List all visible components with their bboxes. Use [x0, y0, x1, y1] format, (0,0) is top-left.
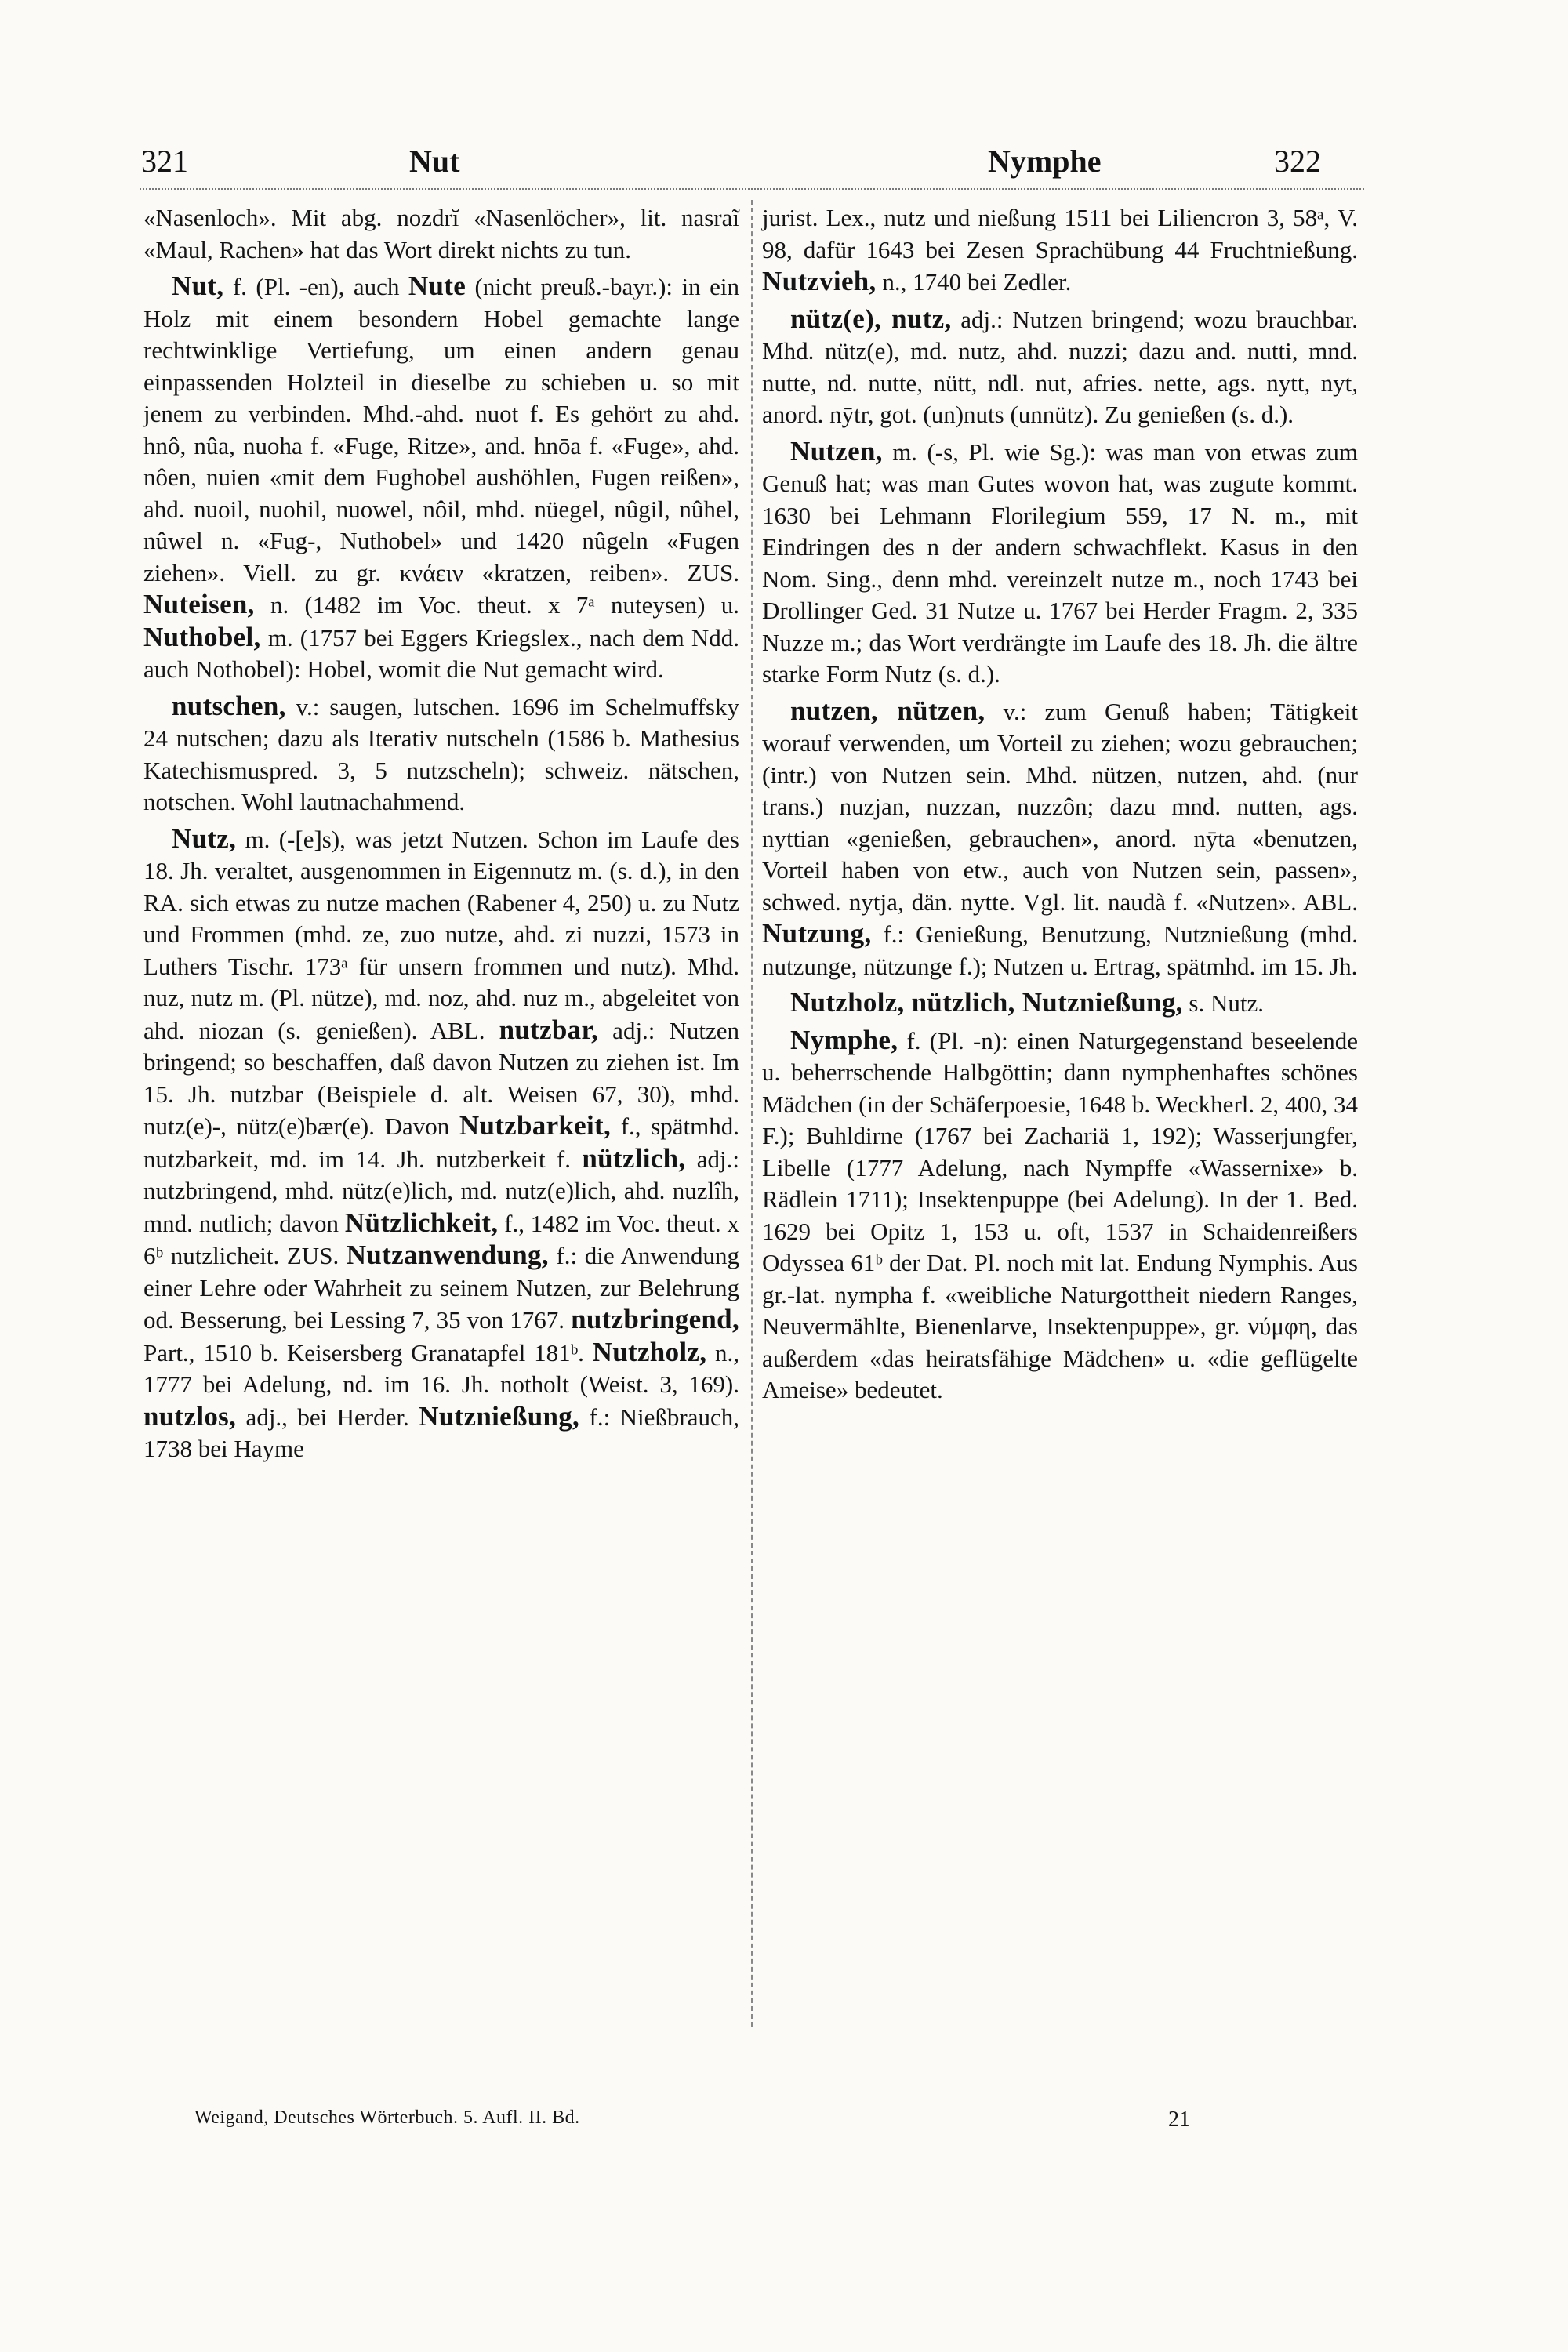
column-divider	[751, 200, 753, 2027]
headword: Nuteisen,	[143, 589, 255, 619]
running-header	[0, 0, 1568, 204]
headword: Nutzholz, nützlich, Nutznießung,	[790, 987, 1183, 1018]
headword: Nutznießung,	[419, 1400, 580, 1432]
page-footer	[0, 2107, 1568, 2154]
headword: Nutzen,	[790, 435, 883, 466]
right-column	[762, 202, 1358, 1410]
headword: nütz(e), nutz,	[790, 303, 952, 334]
headword: nutschen,	[172, 690, 286, 721]
dictionary-entry	[762, 987, 1358, 1020]
entry-text: v.: saugen, lutschen. 1696 im Schelmuffsky 24 nutschen; dazu als Iterativ nutscheln (1586 b. Mathesius Katechismuspred. 3, 5 nutzscheln); schweiz. nätschen, notschen. Wohl lautnachahmend.	[143, 692, 739, 815]
entry-text: m. (1757 bei Eggers Kriegslex., nach dem Ndd. auch Nothobel): Hobel, womit die Nut gemacht wird.	[143, 623, 739, 683]
headword: Nutzbarkeit,	[459, 1110, 612, 1141]
entry-text: f.: Nießbrauch, 1738 bei Hayme	[143, 1403, 739, 1462]
entry-text: f.: Genießung, Benutzung, Nutznießung (mhd. nutzunge, nützunge f.); Nutzen u. Ertrag, spätmhd. im 15. Jh.	[762, 920, 1358, 980]
left-guide-word: Nut	[409, 143, 460, 179]
headword: Nut,	[172, 270, 224, 301]
dictionary-entry	[143, 691, 739, 818]
entry-text: (nicht preuß.-bayr.): in ein Holz mit einem besondern Hobel gemachte lange rechtwinklige Vertiefung, um einen andern genau einpassenden Holzteil in dieselbe zu schieben u. so mit jenem zu verbinden. Mhd.-ahd. nuot f. Es gehört zu ahd. hnô, nûa, nuoha f. «Fuge, Ritze», and. hnōa f. «Fuge», ahd. nôen, nuien «mit dem Fughobel aushöhlen, Fugen reißen», ahd. nuoil, nuohil, nuowel, nôil, mhd. nüegel, nûgil, nûhel, nûwel n. «Fug-, Nuthobel» und 1420 nûgeln «Fugen ziehen». Viell. zu gr. κνάειν «kratzen, reiben». ZUS.	[143, 273, 739, 586]
dictionary-entry	[762, 303, 1358, 431]
entry-text: jurist. Lex., nutz und nießung 1511 bei Liliencron 3, 58ᵃ, V. 98, dafür 1643 bei Zesen Sprachübung 44 Fruchtnießung.	[762, 204, 1358, 263]
headword: Nuthobel,	[143, 621, 261, 652]
entry-text: f. (Pl. -n): einen Naturgegenstand beseelende u. beherrschende Halbgöttin; dann nymphenhaftes schönes Mädchen (in der Schäferpoesie, 1648 b. Weckherl. 2, 400, 34 F.); Buhldirne (1767 bei Zachariä 1, 192); Wasserjungfer, Libelle (1777 Adelung, nach Nympffe «Wassernixe» b. Rädlein 1711); Insektenpuppe (bei Adelung). In der 1. Bed. 1629 bei Opitz 1, 153 u. oft, 1537 in Schaidenreißers Odyssea 61ᵇ der Dat. Pl. noch mit lat. Endung Nymphis. Aus gr.-lat. nympha f. «weibliche Naturgottheit niedern Ranges, Neuvermählte, Bienenlarve, Insektenpuppe», gr. νύμφη, das außerdem «das heiratsfähige Mädchen» u. «die geflügelte Ameise» bedeutet.	[762, 1026, 1358, 1403]
entry-text: n., 1740 bei Zedler.	[876, 268, 1072, 296]
entry-text: f.: die Anwendung einer Lehre oder Wahrheit zu seinem Nutzen, zur Belehrung od. Besserung, bei Lessing 7, 35 von 1767.	[143, 1242, 739, 1334]
headword: Nützlichkeit,	[344, 1207, 499, 1238]
headword: Nymphe,	[790, 1024, 898, 1055]
dictionary-entry	[762, 436, 1358, 691]
headword: nutzlos,	[143, 1400, 237, 1432]
headword: Nutzholz,	[592, 1336, 707, 1367]
entry-text: f., spätmhd. nutzbarkeit, md. im 14. Jh. nutzberkeit f.	[143, 1112, 739, 1173]
entry-text: s. Nutz.	[1182, 989, 1264, 1017]
right-page-number: 322	[1274, 143, 1321, 179]
header-rule	[140, 188, 1364, 190]
entry-text: n. (1482 im Voc. theut. x 7ᵃ nuteysen) u.	[254, 591, 739, 619]
headword: nutzbringend,	[571, 1304, 739, 1334]
entry-text: adj., bei Herder.	[236, 1403, 419, 1431]
footer-citation: Weigand, Deutsches Wörterbuch. 5. Aufl. II. Bd.	[194, 2107, 580, 2128]
headword: Nutz,	[172, 822, 237, 854]
left-column	[143, 202, 739, 1468]
headword: nutzen, nützen,	[790, 695, 985, 726]
headword: Nutzvieh,	[762, 266, 877, 296]
entry-text: f., 1482 im Voc. theut. x 6ᵇ nutzlicheit. ZUS.	[143, 1209, 739, 1269]
headword: Nute	[408, 270, 466, 301]
headword: Nutzung,	[762, 918, 872, 949]
right-guide-word: Nymphe	[988, 143, 1102, 179]
dictionary-entry	[762, 1025, 1358, 1406]
dictionary-entry	[143, 202, 739, 266]
left-page-number: 321	[141, 143, 188, 179]
entry-text: Part., 1510 b. Keisersberg Granatapfel 181ᵇ.	[143, 1338, 593, 1367]
dictionary-entry	[143, 823, 739, 1465]
entry-text: adj.: nutzbringend, mhd. nütz(e)lich, md. nutz(e)lich, ahd. nuzlîh, mnd. nutlich; davon	[143, 1145, 739, 1237]
entry-text: n., 1777 bei Adelung, nd. im 16. Jh. notholt (Weist. 3, 169).	[143, 1338, 740, 1398]
dictionary-entry	[762, 695, 1358, 983]
headword: nutzbar,	[499, 1014, 599, 1045]
entry-text: m. (-[e]s), was jetzt Nutzen. Schon im Laufe des 18. Jh. veraltet, ausgenommen in Eigennutz m. (s. d.), in den RA. sich etwas zu nutze machen (Rabener 4, 250) u. zu Nutz und Frommen (mhd. ze, zuo nutze, ahd. zi nuzzi, 1573 in Luthers Tischr. 173ᵃ für unsern frommen und nutz). Mhd. nuz, nutz m. (Pl. nütze), md. noz, ahd. nuz m., abgeleitet von ahd. niozan (s. genießen). ABL.	[143, 825, 739, 1044]
entry-text: «Nasenloch». Mit abg. nozdrĭ «Nasenlöcher», lit. nasraĩ «Maul, Rachen» hat das Wort direkt nichts zu tun.	[143, 204, 739, 263]
entry-text: adj.: Nutzen bringend; wozu brauchbar. Mhd. nütz(e), md. nutz, ahd. nuzzi; dazu and. nutti, mnd. nutte, nd. nutte, nütt, ndl. nut, afries. nette, ags. nytt, nyt, anord. nȳtr, got. (un)nuts (unnütz). Zu genießen (s. d.).	[762, 305, 1358, 428]
entry-text: f. (Pl. -en), auch	[223, 273, 408, 300]
entry-text: v.: zum Genuß haben; Tätigkeit worauf verwenden, um Vorteil zu ziehen; wozu gebrauchen; (intr.) von Nutzen sein. Mhd. nützen, nutzen, ahd. (nur trans.) nuzjan, nuzzan, nuzzôn; dazu mnd. nutten, ags. nyttian «genießen, gebrauchen», anord. nȳta «benutzen, Vorteil haben von etw., auch von Nutzen sein, passen», schwed. nytja, dän. nytte. Vgl. lit. naudà f. «Nutzen». ABL.	[762, 697, 1358, 916]
dictionary-entry	[143, 270, 739, 686]
headword: nützlich,	[582, 1142, 686, 1174]
entry-text: adj.: Nutzen bringend; so beschaffen, daß davon Nutzen zu ziehen ist. Im 15. Jh. nutzbar (Beispiele d. alt. Weisen 67, 30), mhd. nutz(e)-, nütz(e)bær(e). Davon	[143, 1016, 739, 1140]
headword: Nutzanwendung,	[346, 1240, 549, 1270]
dictionary-entry	[762, 202, 1358, 299]
entry-text: m. (-s, Pl. wie Sg.): was man von etwas zum Genuß hat; was man Gutes wovon hat, was zugute kommt. 1630 bei Lehmann Florilegium 559, 17 N. m., mit Eindringen des n der andern schwachflekt. Kasus in den Nom. Sing., denn mhd. vereinzelt nutze m., noch 1743 bei Drollinger Ged. 31 Nutze u. 1767 bei Herder Fragm. 2, 335 Nuzze m.; das Wort verdrängte im Laufe des 18. Jh. die ältre starke Form Nutz (s. d.).	[762, 437, 1358, 688]
signature-mark: 21	[1168, 2107, 1190, 2132]
